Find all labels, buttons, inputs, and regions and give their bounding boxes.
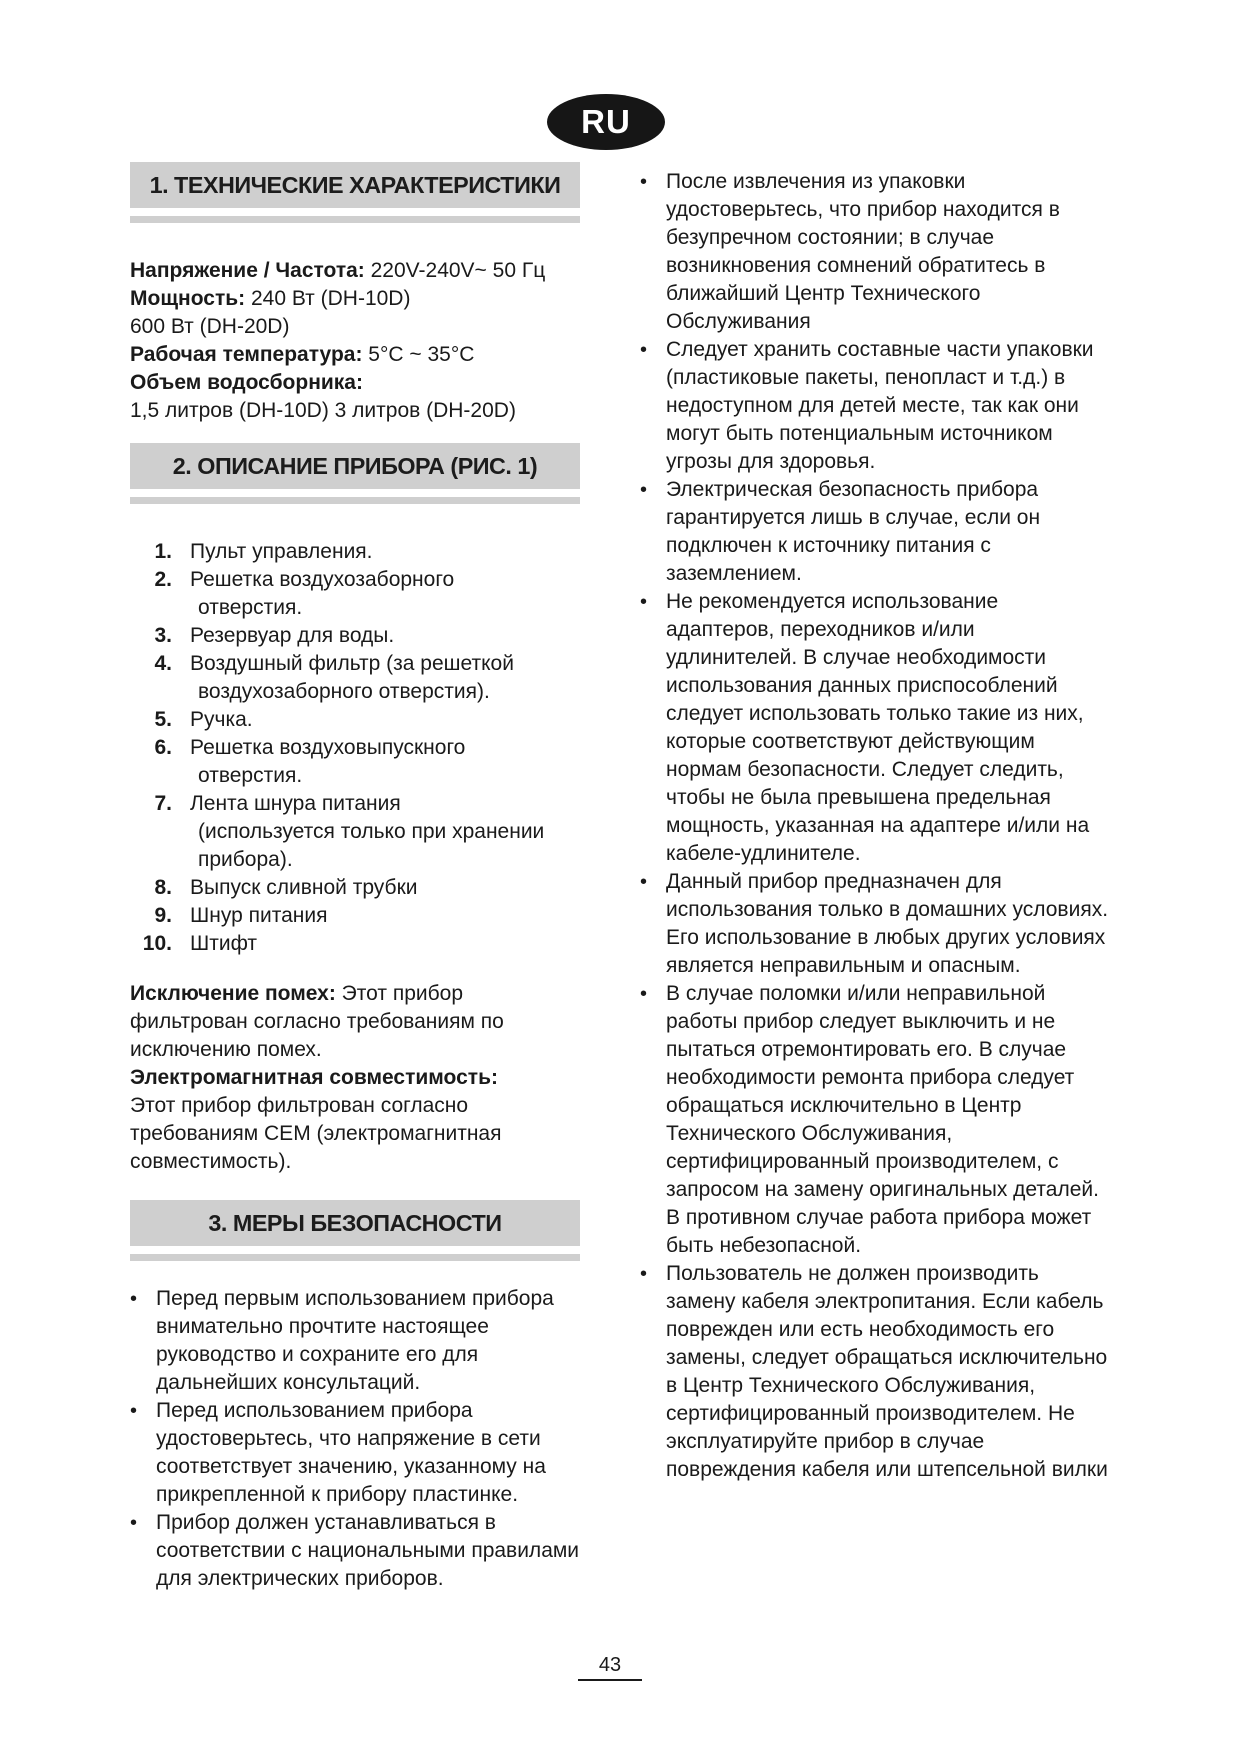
section1-rule bbox=[130, 216, 580, 223]
bullet-item bbox=[640, 476, 1110, 588]
list-item bbox=[130, 874, 580, 902]
list-item-continuation: воздухозаборного отверстия). bbox=[198, 680, 490, 703]
bullet-text: Перед первым использованием прибора внимательно прочтите настоящее руководство и сохраните его для дальнейших консультаций. bbox=[156, 1287, 554, 1394]
list-item-number: 7. bbox=[154, 792, 172, 815]
power-value: 240 Вт (DH-10D) bbox=[245, 287, 411, 310]
bullet-text: После извлечения из упаковки удостоверьтесь, что прибор находится в безупречном состоянии; в случае возникновения сомнений обратитесь в ближайший Центр Технического Обслуживания bbox=[666, 170, 1060, 333]
list-item-continuation: (используется только при хранении bbox=[198, 820, 545, 843]
left-column bbox=[130, 162, 580, 1593]
section3-header bbox=[130, 1200, 580, 1261]
interference-label: Исключение помех: bbox=[130, 982, 336, 1005]
bullet-icon: • bbox=[130, 1400, 138, 1422]
list-item-number: 1. bbox=[154, 540, 172, 563]
temp-label: Рабочая температура: bbox=[130, 343, 363, 366]
bullet-text: В случае поломки и/или неправильной работы прибор следует выключить и не пытаться отремонтировать его. В случае необходимости ремонта прибора следует обращаться исключительно в Центр Технического Обслуживания, сертифицированный производителем, с запросом на замену оригинальных деталей. В противном случае работа прибора может быть небезопасной. bbox=[666, 982, 1099, 1257]
section2-rule bbox=[130, 497, 580, 504]
bullet-item bbox=[640, 868, 1110, 980]
section2-header bbox=[130, 443, 580, 504]
bullet-text: Перед использованием прибора удостоверьтесь, что напряжение в сети соответствует значению, указанному на прикрепленной к прибору пластинке. bbox=[156, 1399, 546, 1506]
section2-title: 2. ОПИСАНИЕ ПРИБОРА (РИС. 1) bbox=[130, 443, 580, 489]
language-badge: RU bbox=[547, 94, 665, 150]
voltage-value: 220V-240V~ 50 Гц bbox=[364, 259, 546, 282]
list-item bbox=[130, 706, 580, 734]
bullet-item bbox=[640, 1260, 1110, 1484]
list-item-text: Решетка воздухозаборного bbox=[190, 568, 455, 591]
list-item-text: Лента шнура питания bbox=[190, 792, 401, 815]
bullet-icon: • bbox=[130, 1288, 138, 1310]
bullet-text: Пользователь не должен производить замену кабеля электропитания. Если кабель поврежден или есть необходимость его замены, следует обращаться исключительно в Центр Технического Обслуживания, сертифицированный производителем. Не эксплуатируйте прибор в случае повреждения кабеля или штепсельной вилки bbox=[666, 1262, 1108, 1481]
list-item bbox=[130, 622, 580, 650]
tank-value: 1,5 литров (DH-10D) 3 литров (DH-20D) bbox=[130, 399, 516, 422]
bullet-icon: • bbox=[640, 479, 648, 501]
list-item-continuation: прибора). bbox=[198, 848, 293, 871]
emc-label: Электромагнитная совместимость: bbox=[130, 1066, 498, 1089]
list-item-continuation: отверстия. bbox=[198, 596, 303, 619]
list-item-number: 4. bbox=[154, 652, 172, 675]
temp-value: 5°C ~ 35°C bbox=[362, 343, 475, 366]
safety-list-right bbox=[640, 168, 1110, 1484]
bullet-item bbox=[130, 1285, 580, 1397]
list-item-text: Воздушный фильтр (за решеткой bbox=[190, 652, 514, 675]
section3-rule bbox=[130, 1254, 580, 1261]
page-number: 43 bbox=[578, 1654, 642, 1681]
power-label: Мощность: bbox=[130, 287, 246, 310]
section1-header bbox=[130, 162, 580, 223]
list-item-number: 2. bbox=[154, 568, 172, 591]
list-item-text: Шнур питания bbox=[190, 904, 328, 927]
list-item-text: Решетка воздуховыпускного bbox=[190, 736, 466, 759]
section3-title: 3. МЕРЫ БЕЗОПАСНОСТИ bbox=[130, 1200, 580, 1246]
list-item bbox=[130, 734, 580, 762]
bullet-icon: • bbox=[640, 983, 648, 1005]
bullet-item bbox=[130, 1397, 580, 1509]
bullet-icon: • bbox=[130, 1512, 138, 1534]
list-item-text: Ручка. bbox=[190, 708, 253, 731]
interference-block bbox=[130, 980, 580, 1176]
bullet-text: Следует хранить составные части упаковки (пластиковые пакеты, пенопласт и т.д.) в недоступном для детей месте, так как они могут быть потенциальным источником угрозы для здоровья. bbox=[666, 338, 1094, 473]
specs-block bbox=[130, 257, 580, 425]
list-item-text: Резервуар для воды. bbox=[190, 624, 395, 647]
list-item-text: Выпуск сливной трубки bbox=[190, 876, 418, 899]
list-item bbox=[130, 902, 580, 930]
list-item-text: Штифт bbox=[190, 932, 258, 955]
voltage-label: Напряжение / Частота: bbox=[130, 259, 365, 282]
bullet-icon: • bbox=[640, 871, 648, 893]
list-item-number: 6. bbox=[154, 736, 172, 759]
list-item-number: 3. bbox=[154, 624, 172, 647]
bullet-text: Не рекомендуется использование адаптеров, переходников и/или удлинителей. В случае необходимости использования данных приспособлений следует использовать только такие из них, которые соответствуют действующим нормам безопасности. Следует следить, чтобы не была превышена предельная мощность, указанная на адаптере и/или на кабеле-удлинителе. bbox=[666, 590, 1090, 865]
safety-list-left bbox=[130, 1285, 580, 1593]
power-value-2: 600 Вт (DH-20D) bbox=[130, 315, 290, 338]
list-item bbox=[130, 930, 580, 958]
section1-title: 1. ТЕХНИЧЕСКИЕ ХАРАКТЕРИСТИКИ bbox=[130, 162, 580, 208]
list-item bbox=[130, 650, 580, 678]
list-item-continuation: отверстия. bbox=[198, 764, 303, 787]
bullet-icon: • bbox=[640, 1263, 648, 1285]
bullet-text: Прибор должен устанавливаться в соответствии с национальными правилами для электрических приборов. bbox=[156, 1511, 580, 1590]
bullet-icon: • bbox=[640, 591, 648, 613]
bullet-item bbox=[640, 588, 1110, 868]
list-item bbox=[130, 538, 580, 566]
list-item-number: 10. bbox=[142, 932, 172, 955]
list-item bbox=[130, 790, 580, 818]
bullet-item bbox=[640, 980, 1110, 1260]
bullet-item bbox=[640, 336, 1110, 476]
parts-list bbox=[130, 538, 580, 958]
bullet-icon: • bbox=[640, 171, 648, 193]
bullet-item bbox=[640, 168, 1110, 336]
tank-label: Объем водосборника: bbox=[130, 371, 363, 394]
bullet-item bbox=[130, 1509, 580, 1593]
list-item-number: 8. bbox=[154, 876, 172, 899]
bullet-text: Электрическая безопасность прибора гарантируется лишь в случае, если он подключен к источнику питания с заземлением. bbox=[666, 478, 1041, 585]
list-item bbox=[130, 566, 580, 594]
interference-text: Этот прибор фильтрован согласно требованиям по исключению помех. bbox=[130, 982, 504, 1061]
bullet-icon: • bbox=[640, 339, 648, 361]
emc-text: Этот прибор фильтрован согласно требованиям CEM (электромагнитная совместимость). bbox=[130, 1094, 502, 1173]
list-item-text: Пульт управления. bbox=[190, 540, 373, 563]
list-item-number: 9. bbox=[154, 904, 172, 927]
list-item-number: 5. bbox=[154, 708, 172, 731]
bullet-text: Данный прибор предназначен для использования только в домашних условиях. Его использование в любых других условиях является неправильным и опасным. bbox=[666, 870, 1109, 977]
